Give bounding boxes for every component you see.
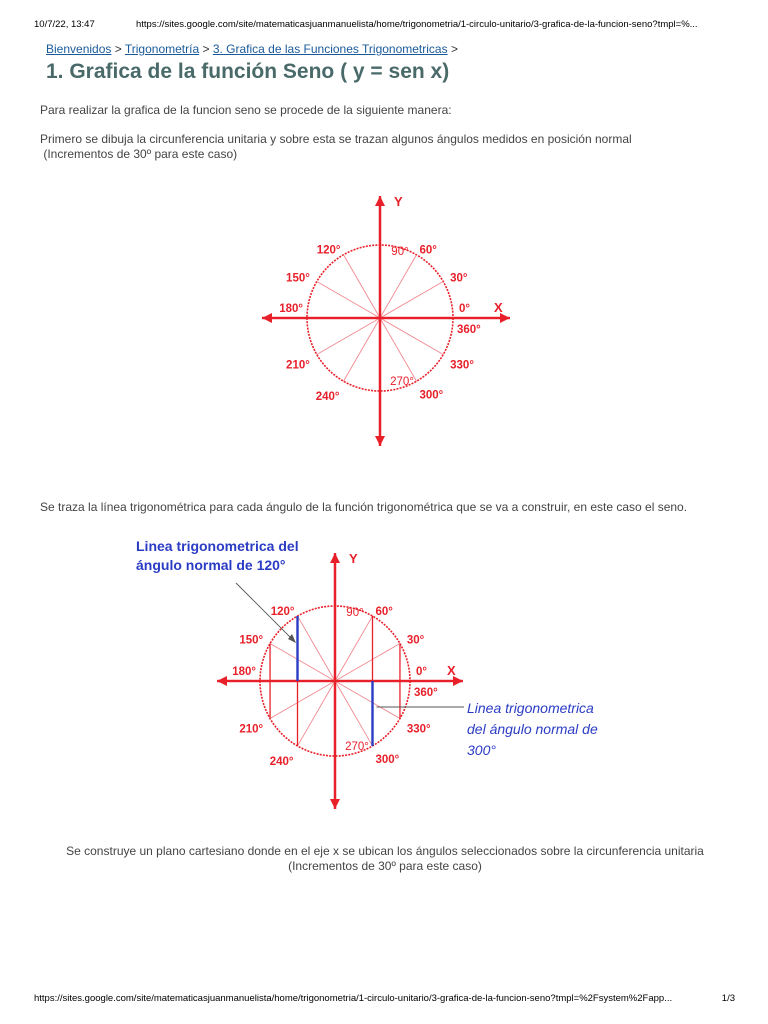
print-footer-url: https://sites.google.com/site/matematicasjuanmanuelista/home/trigonometria/1-circulo-unitario/3-grafica-de-la-funcion-seno?tmpl=%2Fsystem%2Fapp... xyxy=(34,993,673,1004)
angle-label-150: 150° xyxy=(239,634,264,647)
print-datetime: 10/7/22, 13:47 xyxy=(34,19,95,30)
angle-label-0: 0° xyxy=(459,303,470,315)
angle-label-360: 360° xyxy=(414,687,438,699)
angle-label-120: 120° xyxy=(270,605,295,618)
breadcrumb-separator: > xyxy=(114,42,122,56)
angle-ray-150 xyxy=(270,644,335,682)
angle-label-300: 300° xyxy=(419,389,444,402)
angle-ray-30 xyxy=(380,282,443,319)
angle-label-30: 30° xyxy=(450,272,468,285)
angle-label-360: 360° xyxy=(457,324,481,336)
angle-label-0: 0° xyxy=(416,666,427,678)
breadcrumb-link-graficas[interactable]: 3. Grafica de las Funciones Trigonometricas xyxy=(212,42,448,56)
annotation-120-pointer-head xyxy=(288,634,296,643)
angle-label-270: 270° xyxy=(345,741,369,753)
breadcrumb-separator: > xyxy=(450,42,458,56)
angle-ray-60 xyxy=(335,616,373,681)
angle-label-90: 90° xyxy=(346,607,364,619)
angle-label-210: 210° xyxy=(286,359,310,372)
angle-label-300: 300° xyxy=(375,754,400,767)
angle-ray-120 xyxy=(344,255,381,318)
print-header-url: https://sites.google.com/site/matematicasjuanmanuelista/home/trigonometria/1-circulo-unitario/3-grafica-de-la-funcion-seno?tmpl=%... xyxy=(136,19,698,30)
intro-paragraph: Para realizar la grafica de la funcion seno se procede de la siguiente manera: xyxy=(40,103,452,117)
angle-label-210: 210° xyxy=(239,723,264,736)
breadcrumb-link-bienvenidos[interactable]: Bienvenidos xyxy=(46,42,112,56)
step2-paragraph: Se traza la línea trigonométrica para cada ángulo de la función trigonométrica que se va a construir, en este caso el seno. xyxy=(40,500,688,514)
breadcrumb-link-trigonometria[interactable]: Trigonometría xyxy=(124,42,200,56)
angle-ray-330 xyxy=(380,318,443,355)
x-axis-left-head xyxy=(217,676,227,686)
angle-label-150: 150° xyxy=(286,272,310,285)
step1-paragraph: Primero se dibuja la circunferencia unitaria y sobre esta se trazan algunos ángulos medidos en posición normal xyxy=(40,132,632,146)
annotation-300-line2: del ángulo normal de xyxy=(467,721,598,737)
step1-paragraph-note: (Incrementos de 30º para este caso) xyxy=(40,147,238,161)
angle-ray-60 xyxy=(380,255,417,318)
angle-label-60: 60° xyxy=(419,244,437,257)
angle-ray-120 xyxy=(298,616,336,681)
annotation-300-line3: 300° xyxy=(467,742,496,758)
angle-ray-300 xyxy=(335,681,373,746)
angle-label-90: 90° xyxy=(391,246,409,258)
angle-label-330: 330° xyxy=(406,723,431,736)
angle-label-60: 60° xyxy=(375,605,393,618)
angle-label-240: 240° xyxy=(315,391,340,404)
step3-paragraph-note: (Incrementos de 30º para este caso) xyxy=(288,859,482,873)
angle-label-180: 180° xyxy=(232,666,256,678)
y-axis-down-head xyxy=(330,799,340,809)
angle-ray-300 xyxy=(380,318,417,381)
x-axis-label: X xyxy=(447,663,456,678)
angle-label-30: 30° xyxy=(406,634,425,647)
sine-lines-figure xyxy=(130,533,640,813)
annotation-120-line2: ángulo normal de 120° xyxy=(136,557,286,573)
angle-ray-240 xyxy=(344,318,381,381)
angle-ray-210 xyxy=(270,681,335,719)
page-title: 1. Grafica de la función Seno ( y = sen x) xyxy=(46,60,450,83)
step3-paragraph: Se construye un plano cartesiano donde en el eje x se ubican los ángulos seleccionados sobre la circunferencia unitaria xyxy=(66,844,704,858)
y-axis-label: Y xyxy=(394,194,403,209)
angle-label-330: 330° xyxy=(450,359,474,372)
angle-label-180: 180° xyxy=(279,303,303,315)
x-axis-label: X xyxy=(494,300,503,315)
angle-ray-30 xyxy=(335,644,400,682)
annotation-120-line1: Linea trigonometrica del xyxy=(136,538,299,554)
breadcrumb xyxy=(46,42,458,56)
angle-ray-210 xyxy=(317,318,380,355)
x-axis-left-head xyxy=(262,313,272,323)
y-axis-label: Y xyxy=(349,551,358,566)
print-page-number: 1/3 xyxy=(721,993,735,1004)
angle-ray-240 xyxy=(298,681,336,746)
angle-label-120: 120° xyxy=(316,244,341,257)
angle-ray-330 xyxy=(335,681,400,719)
angle-label-270: 270° xyxy=(390,376,414,388)
y-axis-down-head xyxy=(375,436,385,446)
angle-label-240: 240° xyxy=(269,755,294,768)
breadcrumb-separator: > xyxy=(202,42,210,56)
annotation-300-line1: Linea trigonometrica xyxy=(467,700,594,716)
angle-ray-150 xyxy=(317,282,380,319)
unit-circle-figure xyxy=(255,188,520,450)
